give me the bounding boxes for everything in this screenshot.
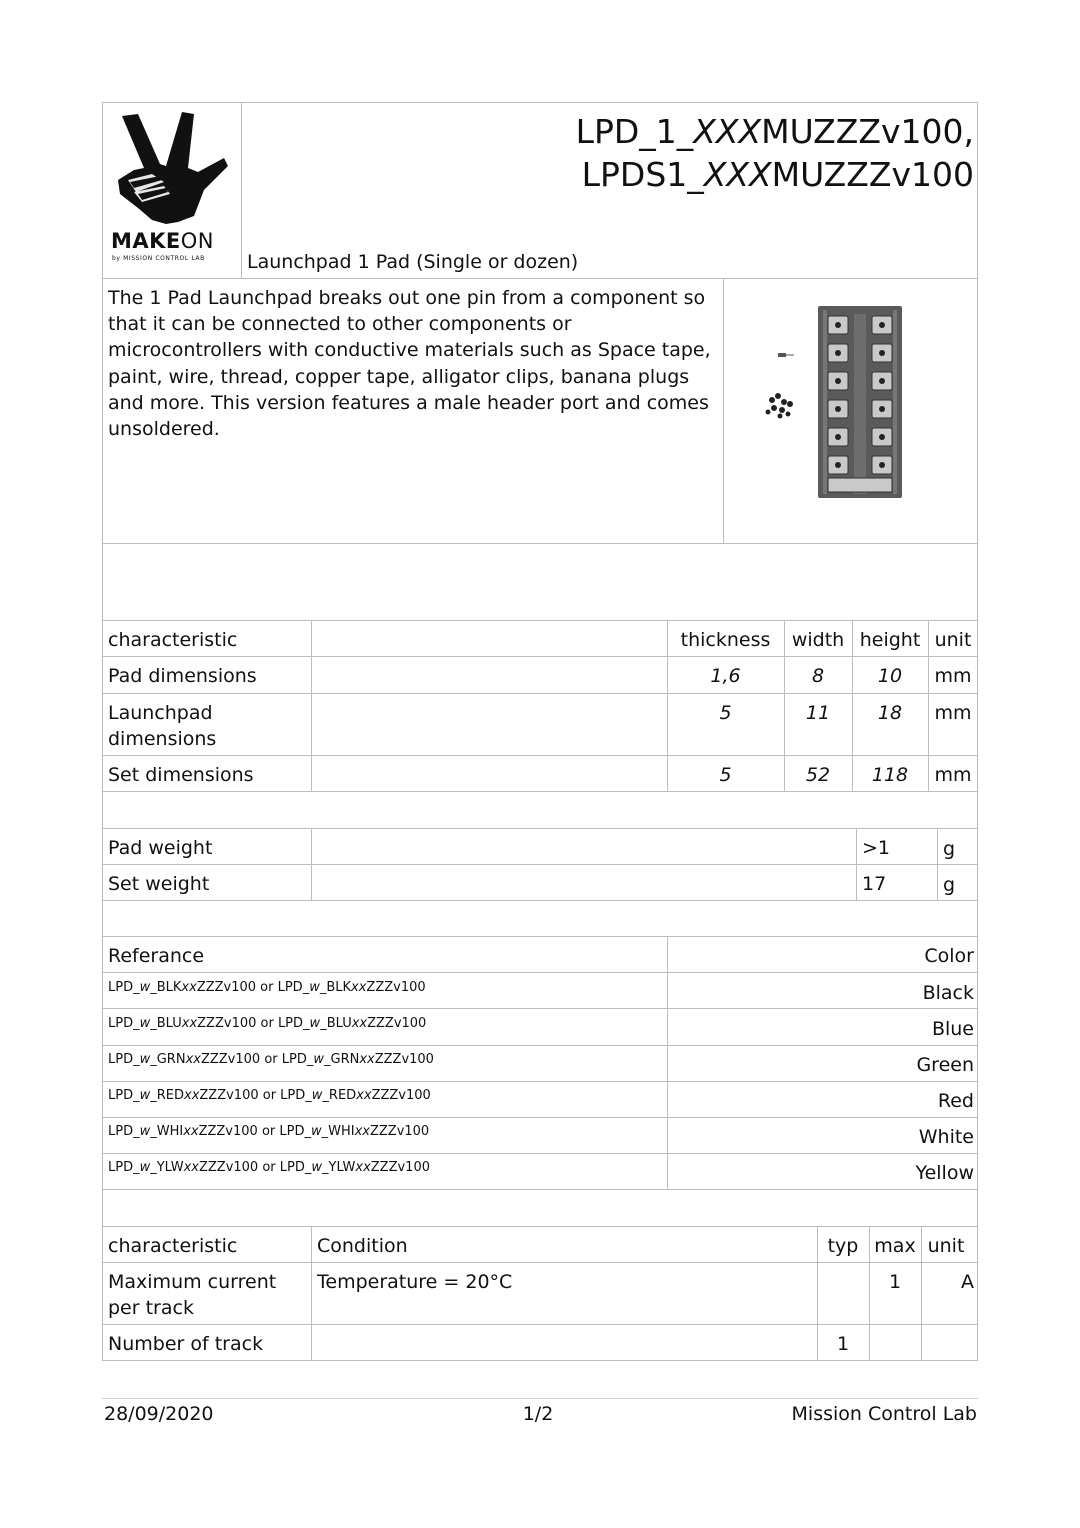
dim-row-name-line2: dimensions xyxy=(108,728,217,750)
elec-row-condition: Temperature = 20°C xyxy=(317,1271,513,1293)
ref-row-code: LPD_w_BLKxxZZZv100 or LPD_w_BLKxxZZZv100 xyxy=(108,980,426,995)
dim-row-thickness: 5 xyxy=(719,764,732,786)
dim-row-width: 52 xyxy=(805,764,831,786)
spacer-block xyxy=(102,543,978,621)
elec-header-characteristic: characteristic xyxy=(108,1235,238,1257)
dim-header-characteristic: characteristic xyxy=(108,629,238,651)
dim-row-thickness: 1,6 xyxy=(710,665,741,687)
ref-row-color: Yellow xyxy=(915,1162,974,1184)
product-photo xyxy=(760,300,910,505)
dim-row-unit: mm xyxy=(934,702,972,724)
dim-row-name: Pad dimensions xyxy=(108,665,257,687)
elec-header-typ: typ xyxy=(827,1235,859,1257)
spacer-block xyxy=(102,1189,978,1227)
elec-row-max: 1 xyxy=(888,1271,902,1293)
ref-row-color: Black xyxy=(922,982,974,1004)
logo-text-bold: MAKE xyxy=(111,229,181,253)
ref-row-code: LPD_w_WHIxxZZZv100 or LPD_w_WHIxxZZZv100 xyxy=(108,1124,430,1139)
footer-page-number: 1/2 xyxy=(522,1403,554,1425)
ref-row-code: LPD_w_YLWxxZZZv100 or LPD_w_YLWxxZZZv100 xyxy=(108,1160,430,1175)
elec-row-name: Number of track xyxy=(108,1333,264,1355)
elec-header-unit: unit xyxy=(927,1235,965,1257)
dim-header-thickness: thickness xyxy=(680,629,771,651)
ref-row-color: Red xyxy=(937,1090,974,1112)
weight-row-value: >1 xyxy=(862,837,891,859)
dim-row-height: 18 xyxy=(877,702,903,724)
weight-row-value: 17 xyxy=(862,873,887,895)
ref-row-code: LPD_w_REDxxZZZv100 or LPD_w_REDxxZZZv100 xyxy=(108,1088,431,1103)
dim-header-height: height xyxy=(859,629,921,651)
product-code-title-line2: LPDS1_XXXMUZZZv100 xyxy=(581,155,974,194)
dim-row-height: 10 xyxy=(877,665,903,687)
ref-header-reference: Referance xyxy=(108,945,205,967)
dim-row-width: 11 xyxy=(805,702,831,724)
product-subtitle: Launchpad 1 Pad (Single or dozen) xyxy=(247,251,579,273)
ref-row-color: Blue xyxy=(931,1018,974,1040)
elec-header-condition: Condition xyxy=(317,1235,408,1257)
elec-header-max: max xyxy=(874,1235,916,1257)
dim-header-unit: unit xyxy=(934,629,972,651)
spacer-block xyxy=(102,900,978,937)
footer-company: Mission Control Lab xyxy=(791,1403,977,1425)
dim-row-name-line1: Launchpad xyxy=(108,702,213,724)
weight-row-unit: g xyxy=(943,838,956,860)
ref-header-color: Color xyxy=(924,945,974,967)
dim-header-width: width xyxy=(791,629,845,651)
elec-row-name-line2: per track xyxy=(108,1297,194,1319)
weight-row-unit: g xyxy=(943,874,956,896)
hand-gesture-icon xyxy=(108,108,236,233)
elec-row-unit: A xyxy=(961,1271,974,1293)
weight-row-name: Pad weight xyxy=(108,837,213,859)
ref-row-code: LPD_w_BLUxxZZZv100 or LPD_w_BLUxxZZZv100 xyxy=(108,1016,427,1031)
ref-row-color: Green xyxy=(916,1054,974,1076)
product-code-title-line1: LPD_1_XXXMUZZZv100, xyxy=(575,112,974,151)
ref-row-color: White xyxy=(918,1126,974,1148)
elec-row-name-line1: Maximum current xyxy=(108,1271,277,1293)
footer-rule xyxy=(102,1398,978,1399)
dim-row-name: Set dimensions xyxy=(108,764,254,786)
dim-row-unit: mm xyxy=(934,764,972,786)
logo-tagline: by MISSION CONTROL LAB xyxy=(112,255,205,262)
weight-row-name: Set weight xyxy=(108,873,210,895)
dim-row-unit: mm xyxy=(934,665,972,687)
dim-row-height: 118 xyxy=(871,764,909,786)
dim-row-thickness: 5 xyxy=(719,702,732,724)
logo-text-light: ON xyxy=(180,229,215,253)
makeon-logo xyxy=(108,108,236,268)
product-description: The 1 Pad Launchpad breaks out one pin from a component so that it can be connected to other components or microcontrollers with conductive materials such as Space tape, paint, wire, thread, copper tape, alligator clips, banana plugs and more. This version features a male header port and comes unsoldered. xyxy=(108,287,711,441)
spacer-block xyxy=(102,791,978,829)
footer-date: 28/09/2020 xyxy=(104,1403,214,1425)
elec-row-typ: 1 xyxy=(836,1333,850,1355)
dim-row-width: 8 xyxy=(811,665,825,687)
ref-row-code: LPD_w_GRNxxZZZv100 or LPD_w_GRNxxZZZv100 xyxy=(108,1052,434,1067)
